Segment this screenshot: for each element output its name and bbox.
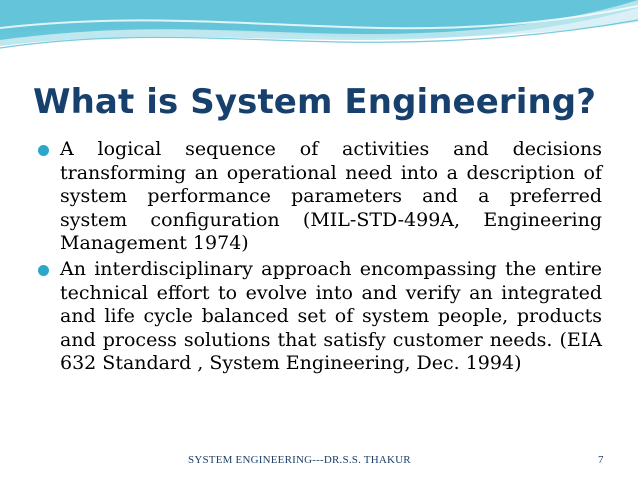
footer-text: SYSTEM ENGINEERING---DR.S.S. THAKUR xyxy=(188,454,411,466)
bullet-list xyxy=(38,138,602,378)
page-number: 7 xyxy=(598,454,604,466)
bullet-dot-icon xyxy=(38,265,49,276)
bullet-item xyxy=(38,258,602,376)
slide-title: What is System Engineering? xyxy=(33,82,597,122)
header-wave-decoration xyxy=(0,0,638,90)
bullet-text: An interdisciplinary approach encompassing the entire technical effort to evolve into and verify an integrated and life cycle balanced set of system people, products and process solutions that satisfy customer needs. (EIA 632 Standard , System Engineering, Dec. 1994) xyxy=(60,257,602,375)
bullet-text: A logical sequence of activities and decisions transforming an operational need into a description of system performance parameters and a preferred system configuration (MIL-STD-499A, Engineering Management 1974) xyxy=(60,138,602,255)
bullet-dot-icon xyxy=(38,145,49,156)
bullet-item xyxy=(38,138,602,256)
